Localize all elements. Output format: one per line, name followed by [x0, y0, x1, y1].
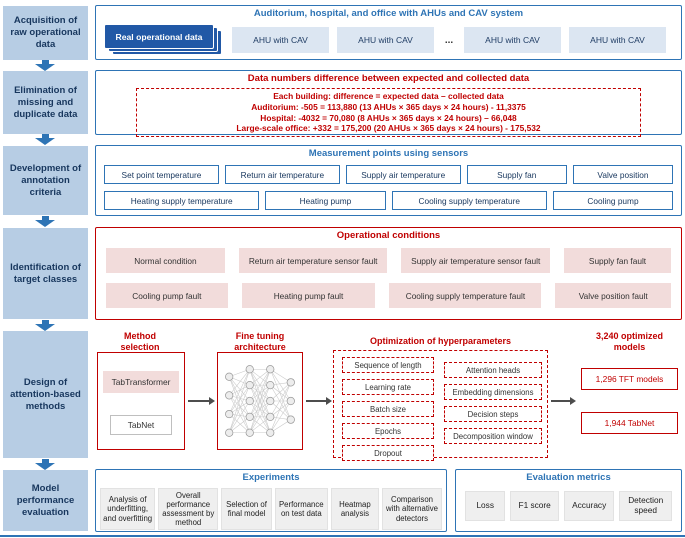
arrow-right-icon — [188, 400, 213, 402]
stack-label: Real operational data — [104, 24, 214, 49]
sensor-box: Cooling supply temperature — [392, 191, 547, 210]
sensor-box: Supply fan — [467, 165, 567, 184]
panel-title: Measurement points using sensors — [308, 148, 469, 159]
tabnet-models-box: 1,944 TabNet — [581, 412, 678, 434]
metrics-row — [456, 491, 681, 521]
sensor-box: Supply air temperature — [346, 165, 461, 184]
ahu-box: AHU with CAV — [232, 27, 329, 53]
difference-line: Each building: difference = expected data – collected data — [273, 91, 504, 101]
down-arrow-icon — [35, 320, 55, 331]
condition-box: Normal condition — [106, 248, 225, 273]
down-arrow-icon — [35, 459, 55, 470]
panel-conditions — [95, 227, 682, 320]
tabnet-box: TabNet — [110, 415, 172, 435]
condition-box: Supply fan fault — [564, 248, 671, 273]
design-methods-region — [95, 330, 682, 460]
panel-metrics — [455, 469, 682, 532]
sensor-row — [96, 165, 681, 184]
ahu-box: AHU with CAV — [337, 27, 434, 53]
hyperparameter-box: Learning rate — [342, 379, 434, 395]
neural-network-graphic — [218, 353, 302, 449]
tft-models-box: 1,296 TFT models — [581, 368, 678, 390]
sensor-box: Valve position — [573, 165, 673, 184]
hyperparameter-box: Decision steps — [444, 406, 542, 422]
stage-label: Model performance evaluation — [16, 482, 75, 518]
down-arrow-icon — [35, 216, 55, 227]
experiment-box: Performance on test data — [275, 488, 328, 530]
hyperparameter-box: Dropout — [342, 445, 434, 461]
acquisition-content — [96, 20, 681, 56]
sensor-box: Heating supply temperature — [104, 191, 259, 210]
condition-row — [96, 283, 681, 308]
panel-sensors — [95, 145, 682, 216]
stage-target-classes — [3, 228, 88, 319]
data-difference-box — [136, 88, 641, 137]
metric-box: Detection speed — [619, 491, 672, 521]
hyperparameter-box: Epochs — [342, 423, 434, 439]
sensor-box: Set point temperature — [104, 165, 219, 184]
sensor-box: Return air temperature — [225, 165, 340, 184]
stage-acquisition — [3, 6, 88, 60]
difference-line: Hospital: -4032 = 70,080 (8 AHUs × 365 days × 24 hours) – 66,048 — [260, 112, 517, 123]
sensor-row — [96, 191, 681, 210]
hyperparameter-box: Decomposition window — [444, 428, 542, 444]
real-operational-data-stack — [104, 24, 224, 56]
hyperparameter-box: Sequence of length — [342, 357, 434, 373]
experiments-row — [96, 488, 446, 530]
panel-title: Auditorium, hospital, and office with AHUs and CAV system — [253, 8, 524, 19]
condition-box: Heating pump fault — [242, 283, 376, 308]
panel-experiments — [95, 469, 447, 532]
panel-title: Evaluation metrics — [526, 472, 611, 483]
sensor-box: Cooling pump — [553, 191, 673, 210]
panel-title: Data numbers difference between expected and collected data — [247, 73, 530, 84]
difference-line: Large-scale office: +332 = 175,200 (20 AHUs × 365 days × 24 hours) - 175,532 — [236, 123, 541, 134]
down-arrow-icon — [35, 60, 55, 71]
stage-label: Design of attention-based methods — [10, 376, 81, 412]
condition-box: Cooling supply temperature fault — [389, 283, 541, 308]
difference-line: Auditorium: -505 = 113,880 (13 AHUs × 365 days × 24 hours) - 11,3375 — [251, 101, 526, 112]
stage-design-methods — [3, 331, 88, 458]
fine-tuning-box — [217, 352, 303, 450]
hyperparameter-box: Batch size — [342, 401, 434, 417]
arrow-right-icon — [306, 400, 330, 402]
stage-elimination — [3, 71, 88, 134]
optimized-models-title: 3,240 optimized models — [595, 331, 664, 352]
condition-box: Return air temperature sensor fault — [239, 248, 388, 273]
condition-box: Supply air temperature sensor fault — [401, 248, 550, 273]
sensor-box: Heating pump — [265, 191, 385, 210]
ellipsis-text: ... — [444, 34, 454, 46]
hyperparameter-box: Attention heads — [444, 362, 542, 378]
metric-box: Accuracy — [564, 491, 615, 521]
condition-box: Valve position fault — [555, 283, 671, 308]
panel-elimination — [95, 70, 682, 135]
panel-title: Operational conditions — [336, 230, 441, 241]
metric-box: F1 score — [510, 491, 559, 521]
method-selection-box — [97, 352, 185, 450]
panel-acquisition — [95, 5, 682, 60]
stage-label: Identification of target classes — [10, 261, 81, 285]
figure-bottom-border — [0, 535, 685, 537]
metric-box: Loss — [465, 491, 505, 521]
arrow-right-icon — [551, 400, 574, 402]
condition-row — [96, 248, 681, 273]
experiment-box: Analysis of underfitting, and overfitting — [100, 488, 155, 530]
condition-box: Cooling pump fault — [106, 283, 228, 308]
ahu-box: AHU with CAV — [569, 27, 666, 53]
hyperparameter-box: Embedding dimensions — [444, 384, 542, 400]
down-arrow-icon — [35, 134, 55, 145]
tabtransformer-box: TabTransformer — [103, 371, 179, 393]
stage-label: Development of annotation criteria — [9, 162, 82, 198]
experiment-box: Comparison with alternative detectors — [382, 488, 442, 530]
stage-label: Acquisition of raw operational data — [10, 15, 81, 50]
experiment-box: Heatmap analysis — [331, 488, 379, 530]
fine-tuning-title: Fine tuning architecture — [234, 331, 286, 352]
hyperparameters-box — [333, 350, 548, 458]
stage-performance-evaluation — [3, 470, 88, 531]
panel-title: Experiments — [242, 472, 300, 483]
experiment-box: Overall performance assessment by method — [158, 488, 218, 530]
hyperparameters-title: Optimization of hyperparameters — [369, 336, 512, 346]
stage-label: Elimination of missing and duplicate data — [13, 84, 78, 120]
method-selection-title: Method selection — [120, 331, 160, 352]
stage-annotation-criteria — [3, 146, 88, 215]
experiment-box: Selection of final model — [221, 488, 272, 530]
ahu-box: AHU with CAV — [464, 27, 561, 53]
